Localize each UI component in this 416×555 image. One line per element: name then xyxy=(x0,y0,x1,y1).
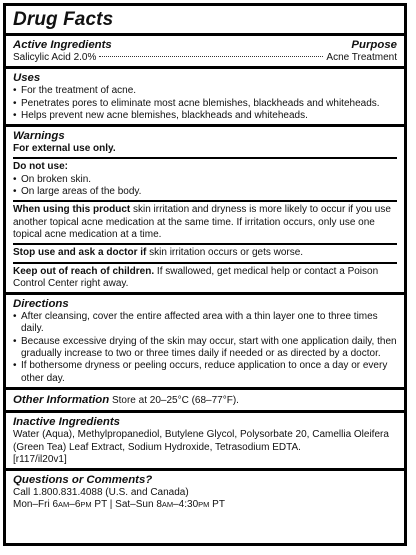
warnings-section xyxy=(13,129,397,292)
divider xyxy=(6,124,404,127)
directions-heading: Directions xyxy=(13,298,69,311)
panel-title: Drug Facts xyxy=(13,9,114,30)
keep-out-text: If swallowed, get medical help or contact a Poison Control Center right away. xyxy=(13,265,379,289)
other-info-heading: Other Information xyxy=(13,393,110,406)
stop-use-paragraph xyxy=(13,245,397,261)
purpose-heading: Purpose xyxy=(351,39,397,51)
drug-facts-panel xyxy=(3,3,407,546)
directions-list xyxy=(13,311,397,385)
hours-line xyxy=(13,499,397,511)
stop-use-text: skin irritation occurs or gets worse. xyxy=(146,247,304,259)
active-ingredient-row xyxy=(13,52,397,64)
divider xyxy=(6,410,404,413)
active-ingredients-heading: Active Ingredients xyxy=(13,39,112,51)
hours-text: –6 xyxy=(69,499,81,511)
do-not-use-label: Do not use: xyxy=(13,161,68,173)
inactive-text: Water (Aqua), Methylpropanediol, Butylene Glycol, Polysorbate 20, Camellia Oleifera (Green Tea) Leaf Extract, Sodium Hydroxide, Tetrasodium EDTA. xyxy=(13,429,389,453)
directions-section xyxy=(13,297,397,387)
list-item: • If bothersome dryness or peeling occurs, reduce application to once a day or every other day. xyxy=(13,360,397,385)
external-use-text: For external use only. xyxy=(13,143,116,155)
warnings-heading: Warnings xyxy=(13,130,65,143)
hours-text: Mon–Fri 6 xyxy=(13,499,59,511)
uses-list xyxy=(13,85,397,122)
divider xyxy=(6,292,404,295)
uses-section xyxy=(13,71,397,124)
list-item: • After cleansing, cover the entire affected area with a thin layer one to three times daily. xyxy=(13,311,397,336)
active-ingredient: Salicylic Acid 2.0% xyxy=(13,52,97,63)
active-header-row xyxy=(13,36,397,52)
do-not-use-list xyxy=(13,174,397,199)
active-purpose: Acne Treatment xyxy=(326,52,397,63)
other-info-section xyxy=(13,390,397,410)
hours-text: PT xyxy=(209,499,225,511)
when-using-text: skin irritation and dryness is more likely to occur if you use another topical acne medication at the same time. If irritation occurs, only use one topical acne medication at a time. xyxy=(13,204,391,240)
divider xyxy=(6,66,404,69)
inactive-code: [r117/il20v1] xyxy=(13,453,67,465)
stop-use-label: Stop use and ask a doctor if xyxy=(13,247,147,259)
list-item: • On large areas of the body. xyxy=(13,186,397,198)
keep-out-paragraph xyxy=(13,264,397,293)
questions-heading: Questions or Comments? xyxy=(13,474,153,487)
list-item: • Because excessive drying of the skin may occur, start with one application daily, then gradually increase to two or three times daily if needed or as directed by a doctor. xyxy=(13,336,397,361)
other-info-text: Store at 20–25°C (68–77°F). xyxy=(111,394,239,406)
dotted-leader xyxy=(99,56,323,57)
divider xyxy=(6,468,404,471)
questions-section xyxy=(13,473,397,514)
list-item: • Penetrates pores to eliminate most acne blemishes, blackheads and whiteheads. xyxy=(13,98,397,110)
phone-line: Call 1.800.831.4088 (U.S. and Canada) xyxy=(13,487,189,499)
do-not-use-block xyxy=(13,159,397,200)
list-item: • On broken skin. xyxy=(13,174,397,186)
pm-label: PM xyxy=(198,500,210,510)
am-label: AM xyxy=(58,500,70,510)
hours-text: –4:30 xyxy=(173,499,199,511)
list-item: • For the treatment of acne. xyxy=(13,85,397,97)
active-ingredients-section xyxy=(13,36,397,66)
inactive-heading: Inactive Ingredients xyxy=(13,416,120,429)
am-label: AM xyxy=(161,500,174,510)
when-using-paragraph xyxy=(13,202,397,243)
when-using-label: When using this product xyxy=(13,204,131,216)
inactive-section xyxy=(13,415,397,468)
keep-out-label: Keep out of reach of children. xyxy=(13,265,155,277)
hours-text: PT | Sat–Sun 8 xyxy=(91,499,162,511)
list-item: • Helps prevent new acne blemishes, blackheads and whiteheads. xyxy=(13,110,397,122)
pm-label: PM xyxy=(80,500,92,510)
uses-heading: Uses xyxy=(13,72,41,85)
